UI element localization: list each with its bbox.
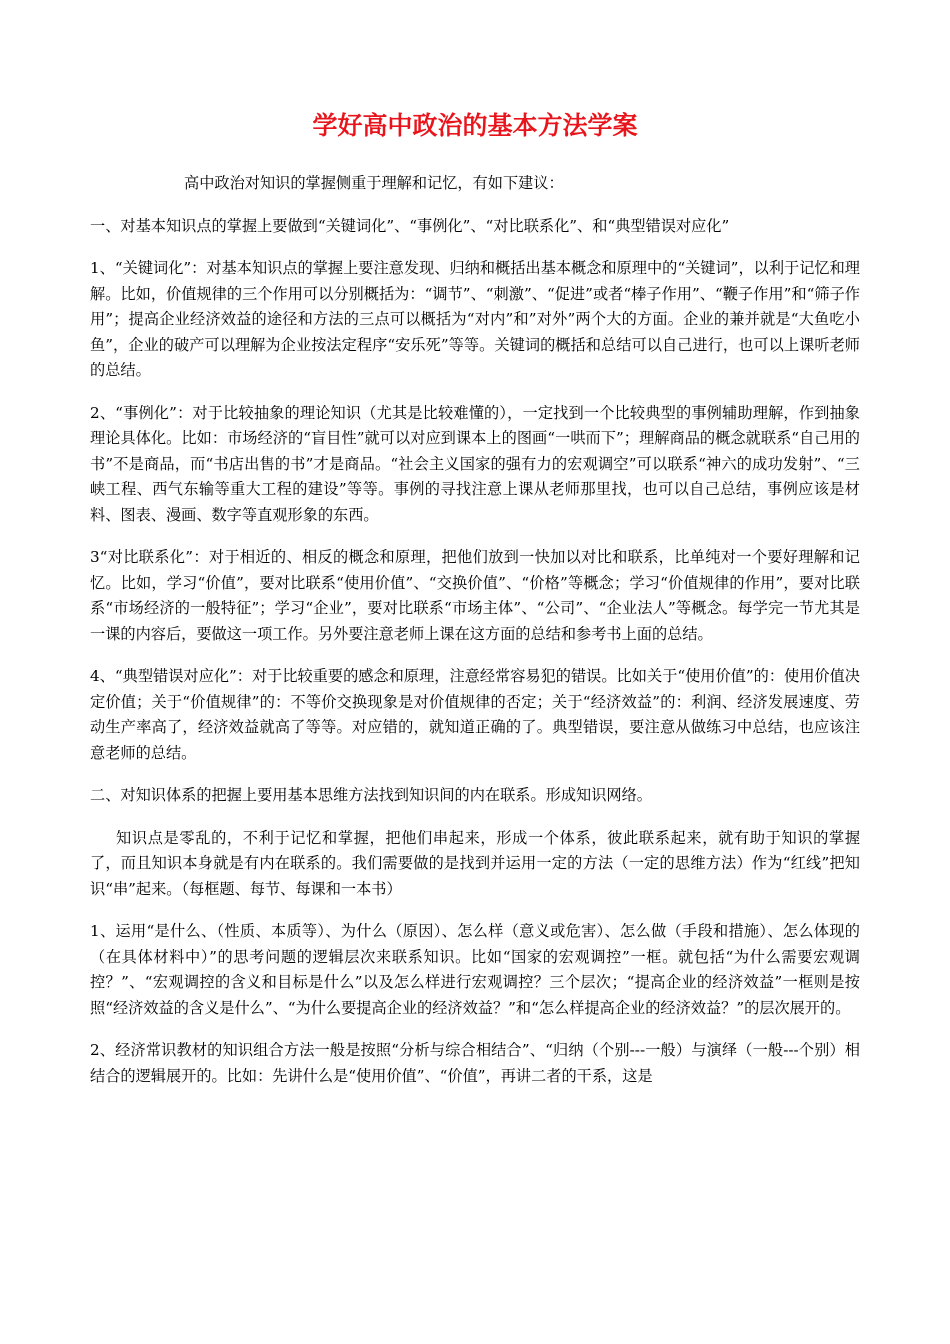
- body-paragraph: 3“对比联系化”：对于相近的、相反的概念和原理，把他们放到一快加以对比和联系，比单纯对一个要好理解和记忆。比如，学习“价值”，要对比联系“使用价值”、“交换价值”、“价格”等概念；学习“价值规律的作用”，要对比联系“市场经济的一般特征”；学习“企业”，要对比联系“市场主体”、“公司”、“企业法人”等概念。每学完一节尤其是一课的内容后，要做这一项工作。另外要注意老师上课在这方面的总结和参考书上面的总结。: [90, 548, 860, 643]
- document-body: [90, 214, 860, 1090]
- body-paragraph: 2、“事例化”：对于比较抽象的理论知识（尤其是比较难懂的），一定找到一个比较典型的事例辅助理解，作到抽象理论具体化。比如：市场经济的“盲目性”就可以对应到课本上的图画“一哄而下”；理解商品的概念就联系“自己用的书”不是商品，而“书店出售的书”才是商品。“社会主义国家的强有力的宏观调空”可以联系“神六的成功发射”、“三峡工程、西气东输等重大工程的建设”等等。事例的寻找注意上课从老师那里找，也可以自己总结，事例应该是材料、图表、漫画、数字等直观形象的东西。: [90, 403, 860, 524]
- intro-paragraph: 高中政治对知识的掌握侧重于理解和记忆，有如下建议：: [184, 174, 564, 192]
- body-paragraph: 1、“关键词化”：对基本知识点的掌握上要注意发现、归纳和概括出基本概念和原理中的“关键词”，以利于记忆和理解。比如，价值规律的三个作用可以分别概括为：“调节”、“刺激”、“促进”或者“棒子作用”、“鞭子作用”和“筛子作用”；提高企业经济效益的途径和方法的三点可以概括为“对内”和”对外”两个大的方面。企业的兼并就是“大鱼吃小鱼”，企业的破产可以理解为企业按法定程序“安乐死”等等。关键词的概括和总结可以自己进行，也可以上课听老师的总结。: [90, 259, 860, 379]
- body-paragraph: 一、对基本知识点的掌握上要做到“关键词化”、“事例化”、“对比联系化”、和“典型错误对应化”: [90, 216, 730, 235]
- document-page: [90, 0, 860, 1089]
- body-paragraph: 知识点是零乱的，不利于记忆和掌握，把他们串起来，形成一个体系，彼此联系起来，就有助于知识的掌握了，而且知识本身就是有内在联系的。我们需要做的是找到并运用一定的方法（一定的思维方法）作为“红线”把知识“串”起来。（每框题、每节、每课和一本书）: [90, 828, 860, 898]
- body-paragraph: 二、对知识体系的把握上要用基本思维方法找到知识间的内在联系。形成知识网络。: [90, 786, 652, 804]
- document-title: 学好高中政治的基本方法学案: [312, 111, 638, 140]
- body-paragraph: 4、“典型错误对应化”：对于比较重要的感念和原理，注意经常容易犯的错误。比如关于“使用价值”的：使用价值决定价值；关于“价值规律”的：不等价交换现象是对价值规律的否定；关于“经济效益”的：利润、经济发展速度、劳动生产率高了，经济效益就高了等等。对应错的，就知道正确的了。典型错误，要注意从做练习中总结，也应该注意老师的总结。: [90, 667, 860, 762]
- body-paragraph: 1、运用“是什么、（性质、本质等）、为什么（原因）、怎么样（意义或危害）、怎么做（手段和措施）、怎么体现的（在具体材料中）”的思考问题的逻辑层次来联系知识。比如“国家的宏观调控”一框。就包括“为什么需要宏观调控？”、“宏观调控的含义和目标是什么”以及怎么样进行宏观调控？三个层次；“提高企业的经济效益”一框则是按照“经济效益的含义是什么”、“为什么要提高企业的经济效益？”和“怎么样提高企业的经济效益？”的层次展开的。: [90, 922, 860, 1017]
- body-paragraph: 2、经济常识教材的知识组合方法一般是按照“分析与综合相结合”、“归纳（个别---一般）与演绎（一般---个别）相结合的逻辑展开的。比如：先讲什么是“使用价值”、“价值”，再讲二者的干系，这是: [90, 1041, 860, 1085]
